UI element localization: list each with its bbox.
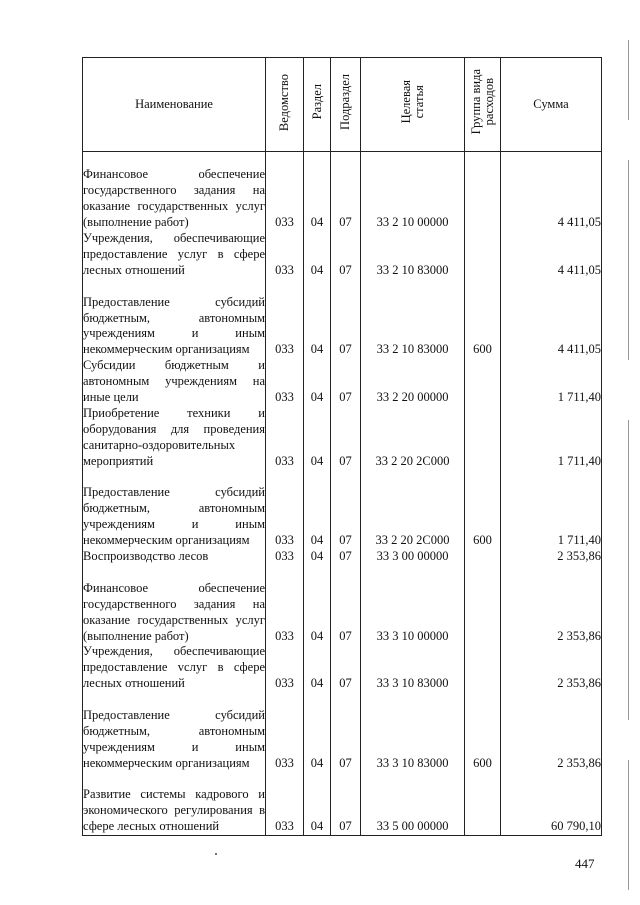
table-row xyxy=(83,406,602,470)
row-target: 33 2 10 83000 xyxy=(361,279,465,359)
scan-edge-mark xyxy=(628,160,629,360)
row-group xyxy=(465,406,501,470)
row-target: 33 3 10 00000 xyxy=(361,565,465,645)
scan-edge-mark xyxy=(628,40,629,120)
row-sum: 2 353,86 xyxy=(501,565,602,645)
row-subsection: 07 xyxy=(331,772,361,836)
table-row xyxy=(83,152,602,232)
row-subsection: 07 xyxy=(331,692,361,772)
row-ministry: 033 xyxy=(266,279,304,359)
row-subsection: 07 xyxy=(331,470,361,550)
table-row xyxy=(83,231,602,279)
row-subsection: 07 xyxy=(331,549,361,565)
table-row xyxy=(83,549,602,565)
row-ministry: 033 xyxy=(266,406,304,470)
page-number: 447 xyxy=(575,856,595,871)
row-target: 33 3 00 00000 xyxy=(361,549,465,565)
table-row xyxy=(83,358,602,406)
row-subsection: 07 xyxy=(331,231,361,279)
table-row xyxy=(83,565,602,645)
row-section: 04 xyxy=(304,692,331,772)
row-group xyxy=(465,358,501,406)
row-group xyxy=(465,644,501,692)
row-group xyxy=(465,772,501,836)
row-ministry: 033 xyxy=(266,772,304,836)
row-group xyxy=(465,152,501,232)
table-row xyxy=(83,470,602,550)
row-section: 04 xyxy=(304,279,331,359)
row-group: 600 xyxy=(465,279,501,359)
row-name: Субсидии бюджетным и автономным учреждениям на иные цели xyxy=(83,358,265,405)
row-group xyxy=(465,565,501,645)
row-name: Предоставление субсидий бюджетным, автономным учреждениям и иным некоммерческим организациям xyxy=(83,279,266,359)
row-ministry: 033 xyxy=(266,470,304,550)
row-name: Учреждения, обеспечивающие предоставление vслуг в сфере лесных отношений xyxy=(83,644,265,691)
row-name: Предоставление субсидий бюджетным, автономным учреждениям и иным некоммерческим организациям xyxy=(83,692,266,772)
row-target: 33 3 10 83000 xyxy=(361,692,465,772)
row-name: Приобретение техники и оборудования для проведения санитарно-оздоровительных мероприятий xyxy=(83,405,265,468)
row-target: 33 2 20 2С000 xyxy=(361,470,465,550)
row-ministry: 033 xyxy=(266,231,304,279)
row-name: Развитие системы кадрового и экономического регулирования в сфере лесных отношений xyxy=(83,772,266,836)
row-ministry: 033 xyxy=(266,565,304,645)
row-group: 600 xyxy=(465,692,501,772)
row-name: Финансовое обеспечение государственного задания на оказание государственных услуг (выполнение работ) xyxy=(83,152,266,232)
table-row xyxy=(83,692,602,772)
scan-edge-mark xyxy=(628,420,629,720)
row-sum: 4 411,05 xyxy=(501,231,602,279)
row-section: 04 xyxy=(304,549,331,565)
row-section: 04 xyxy=(304,152,331,232)
budget-table xyxy=(82,57,602,836)
row-target: 33 2 10 00000 xyxy=(361,152,465,232)
row-section: 04 xyxy=(304,231,331,279)
row-section: 04 xyxy=(304,470,331,550)
table-row xyxy=(83,644,602,692)
row-section: 04 xyxy=(304,565,331,645)
row-sum: 4 411,05 xyxy=(501,152,602,232)
row-ministry: 033 xyxy=(266,549,304,565)
header-group: Группа вида расходов xyxy=(465,58,501,152)
row-sum: 60 790,10 xyxy=(501,772,602,836)
header-subsection: Подраздел xyxy=(331,58,361,152)
scan-edge-mark xyxy=(628,760,629,890)
row-name: Предоставление субсидий бюджетным, автономным учреждениям и иным некоммерческим организациям xyxy=(83,470,266,550)
row-group: 600 xyxy=(465,470,501,550)
row-target: 33 3 10 83000 xyxy=(361,644,465,692)
scan-speck xyxy=(215,853,217,855)
row-group xyxy=(465,231,501,279)
row-target: 33 2 10 83000 xyxy=(361,231,465,279)
row-subsection: 07 xyxy=(331,644,361,692)
row-subsection: 07 xyxy=(331,279,361,359)
row-subsection: 07 xyxy=(331,406,361,470)
row-sum: 2 353,86 xyxy=(501,549,602,565)
row-subsection: 07 xyxy=(331,152,361,232)
row-name: Финансовое обеспечение государственного задания на оказание государственных услуг (выполнение работ) xyxy=(83,565,266,645)
header-sum: Сумма xyxy=(501,58,602,152)
row-target: 33 2 20 2С000 xyxy=(361,406,465,470)
row-group xyxy=(465,549,501,565)
row-sum: 1 711,40 xyxy=(501,358,602,406)
header-target: Целевая статья xyxy=(361,58,465,152)
row-ministry: 033 xyxy=(266,644,304,692)
row-section: 04 xyxy=(304,358,331,406)
row-sum: 1 711,40 xyxy=(501,470,602,550)
row-name: Воспроизводство лесов xyxy=(83,549,266,565)
row-ministry: 033 xyxy=(266,358,304,406)
row-target: 33 5 00 00000 xyxy=(361,772,465,836)
header-name: Наименование xyxy=(83,58,266,152)
row-section: 04 xyxy=(304,406,331,470)
row-subsection: 07 xyxy=(331,358,361,406)
row-sum: 2 353,86 xyxy=(501,644,602,692)
row-name: Учреждения, обеспечивающие предоставление услуг в сфере лесных отношений xyxy=(83,231,265,277)
row-section: 04 xyxy=(304,772,331,836)
row-sum: 1 711,40 xyxy=(501,406,602,470)
table-row xyxy=(83,772,602,836)
row-ministry: 033 xyxy=(266,692,304,772)
row-ministry: 033 xyxy=(266,152,304,232)
header-section: Раздел xyxy=(304,58,331,152)
row-sum: 2 353,86 xyxy=(501,692,602,772)
table-header-row xyxy=(83,58,602,152)
row-target: 33 2 20 00000 xyxy=(361,358,465,406)
row-sum: 4 411,05 xyxy=(501,279,602,359)
header-ministry: Ведомство xyxy=(266,58,304,152)
row-subsection: 07 xyxy=(331,565,361,645)
table-row xyxy=(83,279,602,359)
row-section: 04 xyxy=(304,644,331,692)
